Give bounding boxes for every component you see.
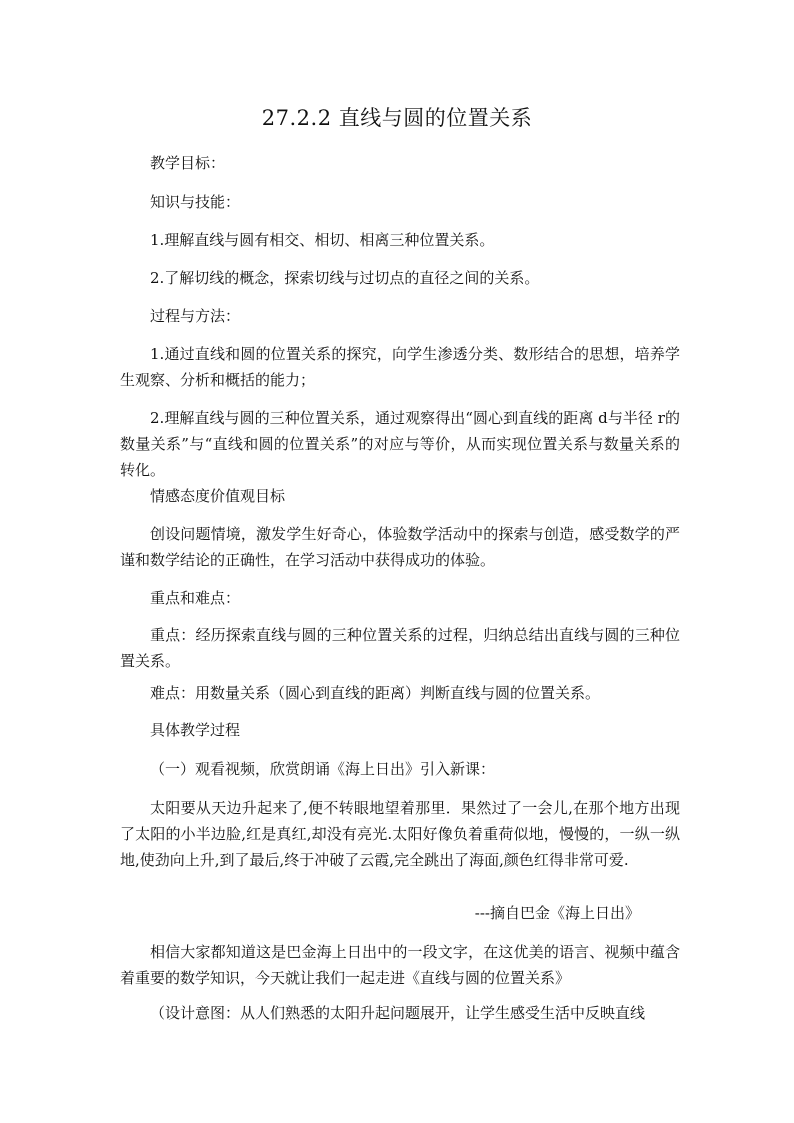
paragraph-knowledge-skills-heading: 知识与技能： (150, 193, 241, 211)
paragraph-process-item-2: 2.理解直线与圆的三种位置关系，通过观察得出“圆心到直线的距离 d与半径 r的数量关系”与“直线和圆的位置关系”的对应与等价，从而实现位置关系与数量关系的转化。 (120, 409, 680, 479)
paragraph-excerpt-source: ---摘自巴金《海上日出》 (474, 904, 640, 922)
paragraph-difficult-point: 难点：用数量关系（圆心到直线的距离）判断直线与圆的位置关系。 (150, 684, 601, 702)
paragraph-design-intent: （设计意图：从人们熟悉的太阳升起问题展开，让学生感受生活中反映直线 (150, 1004, 646, 1022)
paragraph-section-one-heading: （一）观看视频，欣赏朗诵《海上日出》引入新课： (150, 760, 496, 778)
paragraph-teaching-goals-heading: 教学目标： (150, 154, 226, 172)
paragraph-emotion-goals-heading: 情感态度价值观目标 (150, 487, 286, 505)
paragraph-intro-to-topic: 相信大家都知道这是巴金海上日出中的一段文字，在这优美的语言、视频中蕴含着重要的数学知识，今天就让我们一起走进《直线与圆的位置关系》 (120, 943, 680, 987)
paragraph-key-difficult-heading: 重点和难点： (150, 589, 241, 607)
paragraph-knowledge-item-1: 1.理解直线与圆有相交、相切、相离三种位置关系。 (150, 231, 495, 249)
paragraph-knowledge-item-2: 2.了解切线的概念，探索切线与过切点的直径之间的关系。 (150, 269, 540, 287)
paragraph-teaching-process-heading: 具体教学过程 (150, 721, 241, 739)
paragraph-process-item-1: 1.通过直线和圆的位置关系的探究，向学生渗透分类、数形结合的思想，培养学生观察、分析和概括的能力； (120, 345, 680, 389)
document-title: 27.2.2 直线与圆的位置关系 (261, 106, 533, 130)
paragraph-sunrise-excerpt: 太阳要从天边升起来了,便不转眼地望着那里．果然过了一会儿,在那个地方出现了太阳的小半边脸,红是真红,却没有亮光.太阳好像负着重荷似地，慢慢的，一纵一纵地,使劲向上升,到了最后,终于冲破了云霞,完全跳出了海面,颜色红得非常可爱. (120, 799, 680, 869)
paragraph-emotion-goals-body: 创设问题情境，激发学生好奇心，体验数学活动中的探索与创造，感受数学的严谨和数学结论的正确性，在学习活动中获得成功的体验。 (120, 525, 680, 569)
paragraph-key-point: 重点：经历探索直线与圆的三种位置关系的过程，归纳总结出直线与圆的三种位置关系。 (120, 626, 680, 670)
paragraph-process-methods-heading: 过程与方法： (150, 307, 241, 325)
